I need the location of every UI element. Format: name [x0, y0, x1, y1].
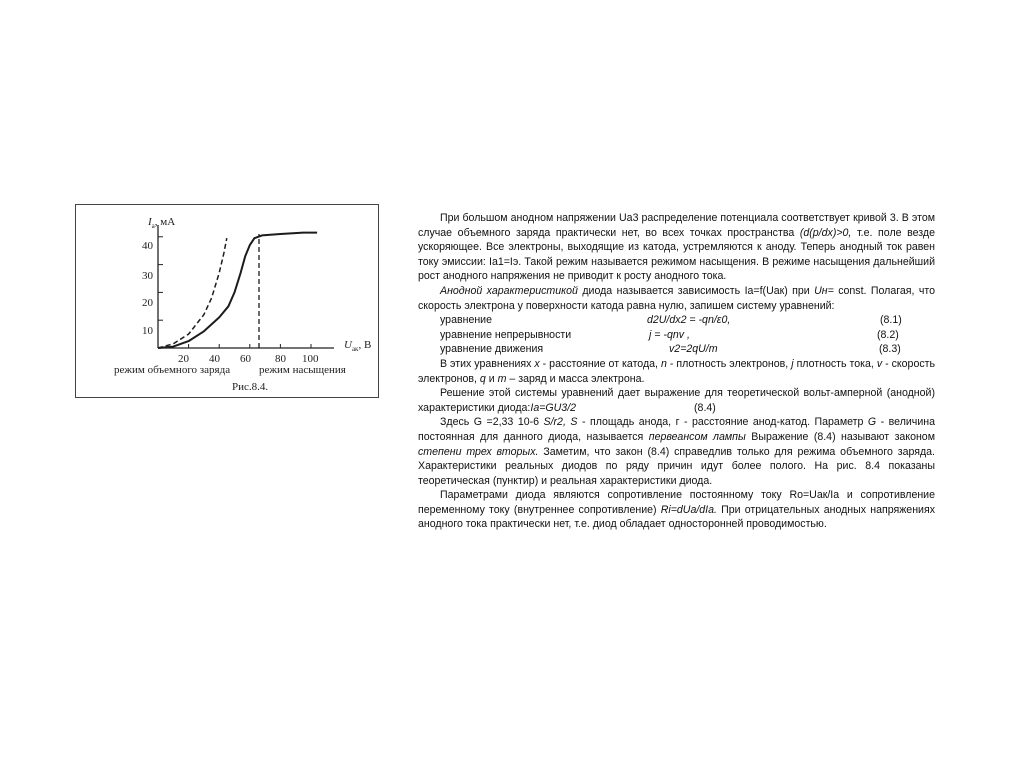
x-tick-label: 40	[209, 353, 220, 365]
paragraph-perveance: Здесь G =2,33 10-6 S/r2, S - площадь анода, г - расстояние анод-катод. Параметр G - величина постоянная для данного диода, называется первеансом лампы Выражение (8.4) называют законом степени трех вторых. Заметим, что закон (8.4) справедлив только для режима объемного заряда. Характеристики реальных диодов по ряду причин идут более полого. На рис. 8.4 показаны теоретическая (пунктир) и реальная характеристики диода.	[418, 416, 935, 487]
x-tick-label: 20	[178, 353, 189, 365]
y-tick-label: 40	[142, 240, 153, 252]
equation-row: уравнение d2U/dx2 = -qn/ε0, (8.1)	[440, 314, 902, 327]
real-characteristic-curve	[158, 233, 317, 348]
x-tick-label: 80	[275, 353, 286, 365]
paragraph-solution: Решение этой системы уравнений дает выражение для теоретической вольт-амперной (анодной) характеристики диода:Ia=GU3/2 (8.4)	[418, 387, 935, 414]
paragraph-variables: В этих уравнениях x - расстояние от катода, n - плотность электронов, j плотность тока, v - скорость электронов, q и т – заряд и масса электрона.	[418, 357, 936, 385]
body-text	[418, 211, 935, 532]
figure-8-4	[75, 204, 379, 398]
paragraph-parameters: Параметрами диода являются сопротивление постоянному току Ro=Uак/Ia и сопротивление переменному току (внутреннее сопротивление) Ri=dUa/dIa. При отрицательных анодных напряжениях анодного тока практически нет, т.е. диод обладает односторонней проводимостью.	[418, 489, 936, 531]
x-tick-label: 60	[240, 353, 251, 365]
paragraph-anode-characteristic: Анодной характеристикой диода называется зависимость Ia=f(Uак) при Uн= const. Полагая, что скорость электрона у поверхности катода равна нулю, запишем систему уравнений:	[418, 284, 935, 312]
paragraph-saturation: При большом анодном напряжении Uа3 распределение потенциала соответствует кривой 3. В этом случае объемного заряда практически нет, во всех точках пространства (d(p/dx)>0, т.е. поле везде ускоряющее. Все электроны, выходящие из катода, устремляются к аноду. Теперь анодный ток равен току эмиссии: Ia1=Iэ. Такой режим называется режимом насыщения. В режиме насыщения дальнейший рост анодного напряжения не приводит к росту анодного тока.	[418, 212, 935, 283]
figure-caption: Рис.8.4.	[232, 381, 269, 393]
y-tick-label: 30	[142, 270, 153, 282]
theoretical-characteristic-curve	[158, 238, 227, 348]
y-tick-label: 10	[142, 325, 153, 337]
space-charge-region-label: режим объемного заряда	[114, 364, 231, 376]
y-axis-label: $I_а$, мА	[148, 216, 176, 230]
saturation-region-label: режим насыщения	[259, 364, 346, 376]
y-tick-label: 20	[142, 297, 153, 309]
x-tick-label: 100	[302, 353, 319, 365]
x-axis-label: $U_{ак}$, В	[344, 339, 372, 353]
equation-row: уравнение движения v2=2qU/m (8.3)	[440, 343, 901, 356]
diode-characteristic-chart	[76, 205, 377, 396]
equation-row: уравнение непрерывности j = -qnv , (8.2)	[440, 328, 899, 341]
